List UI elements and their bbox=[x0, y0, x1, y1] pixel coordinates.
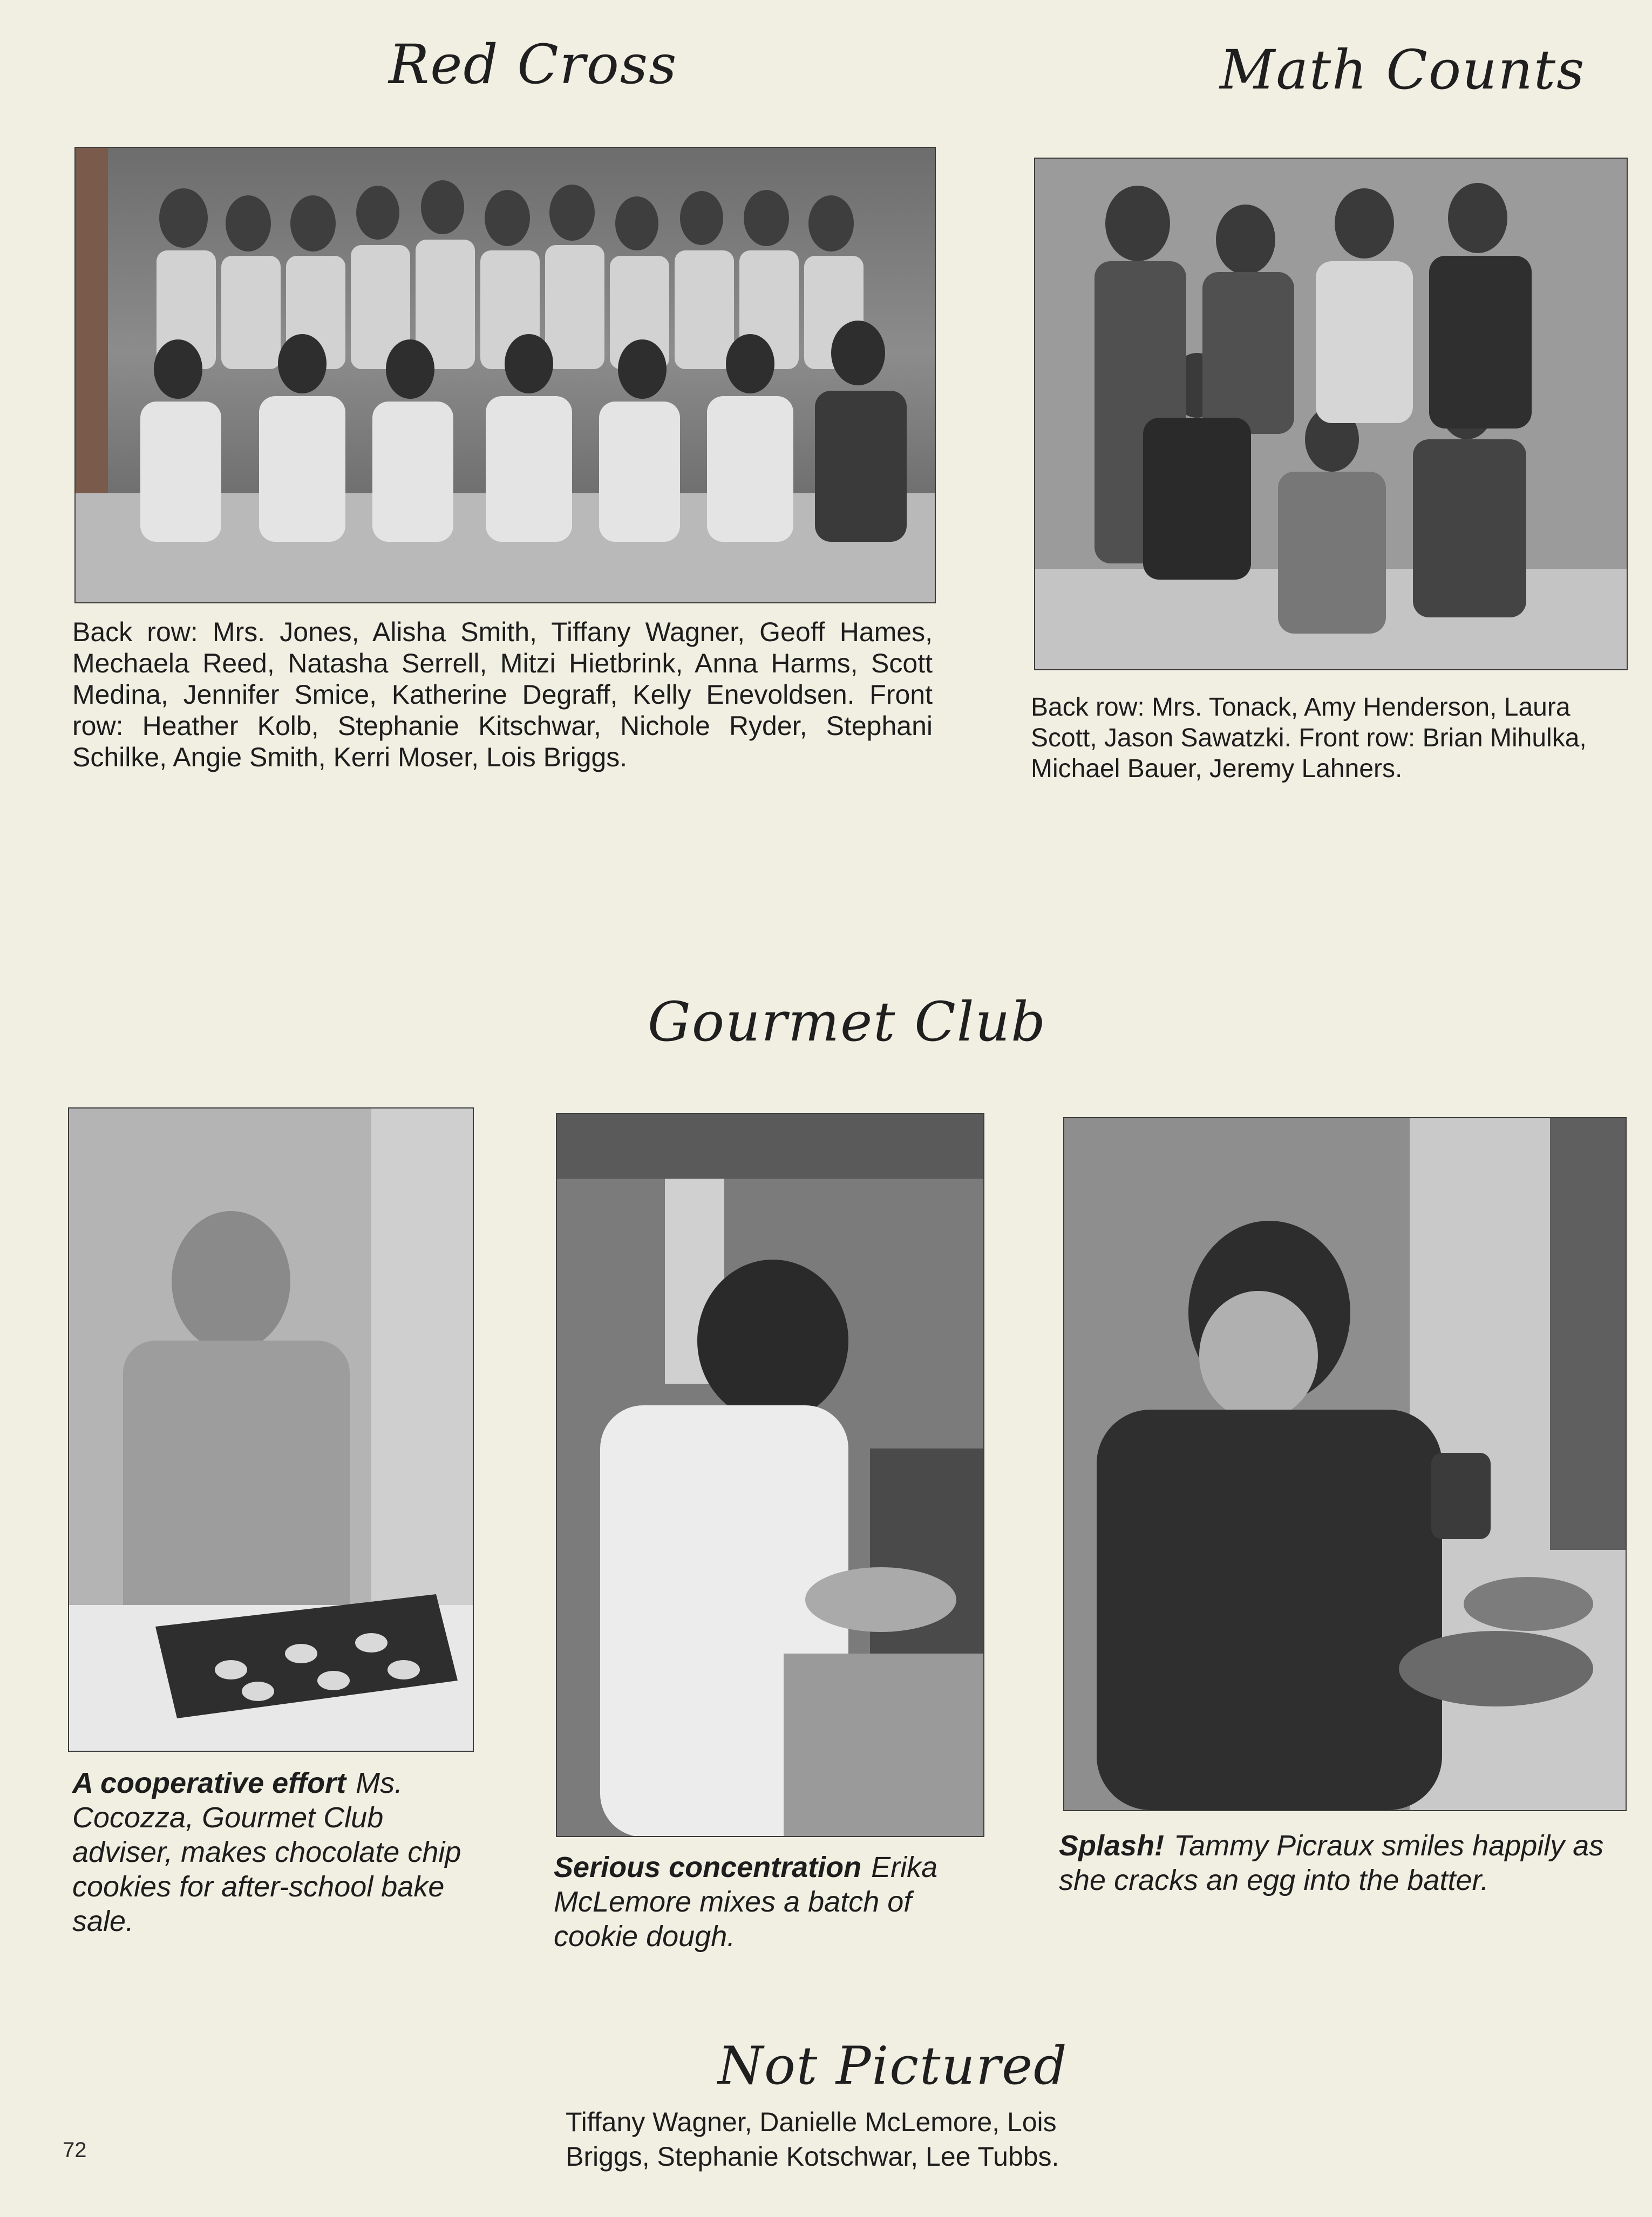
gourmet-caption-1 bbox=[72, 1766, 472, 1939]
gourmet-caption-3 bbox=[1059, 1828, 1631, 1898]
gourmet-caption-2-text: Erika McLemore mixes a batch of cookie dough. bbox=[554, 1851, 938, 1953]
gourmet-caption-2-lead: Serious concentration bbox=[554, 1851, 862, 1883]
gourmet-caption-3-text: Tammy Picraux smiles happily as she cracks an egg into the batter. bbox=[1059, 1830, 1604, 1896]
gourmet-caption-2 bbox=[554, 1850, 985, 1954]
gourmet-photo-mixing bbox=[556, 1113, 984, 1837]
math-counts-caption: Back row: Mrs. Tonack, Amy Henderson, Laura Scott, Jason Sawatzki. Front row: Brian Mihulka, Michael Bauer, Jeremy Lahners. bbox=[1031, 693, 1587, 783]
red-cross-heading: Red Cross bbox=[389, 33, 678, 96]
not-pictured-heading: Not Pictured bbox=[718, 2036, 1068, 2096]
gourmet-photo-egg bbox=[1063, 1117, 1627, 1811]
gourmet-caption-3-lead: Splash! bbox=[1059, 1830, 1165, 1862]
not-pictured-list bbox=[566, 2105, 1170, 2174]
red-cross-group-photo bbox=[74, 147, 936, 603]
not-pictured-line-2: Briggs, Stephanie Kotschwar, Lee Tubbs. bbox=[566, 2141, 1059, 2172]
gourmet-caption-1-text: Ms. Cocozza, Gourmet Club adviser, makes chocolate chip cookies for after-school bake sale. bbox=[72, 1767, 461, 1937]
gourmet-club-heading: Gourmet Club bbox=[648, 990, 1047, 1053]
math-counts-heading: Math Counts bbox=[1220, 38, 1586, 101]
gourmet-photo-cookies bbox=[68, 1107, 474, 1752]
red-cross-caption: Back row: Mrs. Jones, Alisha Smith, Tiffany Wagner, Geoff Hames, Mechaela Reed, Natasha Serrell, Mitzi Hietbrink, Anna Harms, Scott Medina, Jennifer Smice, Katherine Degraff, Kelly Enevoldsen. Front row: Heather Kolb, Stephanie Kitschwar, Nichole Ryder, Stephani Schilke, Angie Smith, Kerri Moser, Lois Briggs. bbox=[72, 617, 933, 772]
not-pictured-line-1: Tiffany Wagner, Danielle McLemore, Lois bbox=[566, 2107, 1057, 2137]
page-number: 72 bbox=[63, 2138, 87, 2162]
math-counts-group-photo bbox=[1034, 158, 1628, 670]
gourmet-caption-1-lead: A cooperative effort bbox=[72, 1767, 346, 1799]
